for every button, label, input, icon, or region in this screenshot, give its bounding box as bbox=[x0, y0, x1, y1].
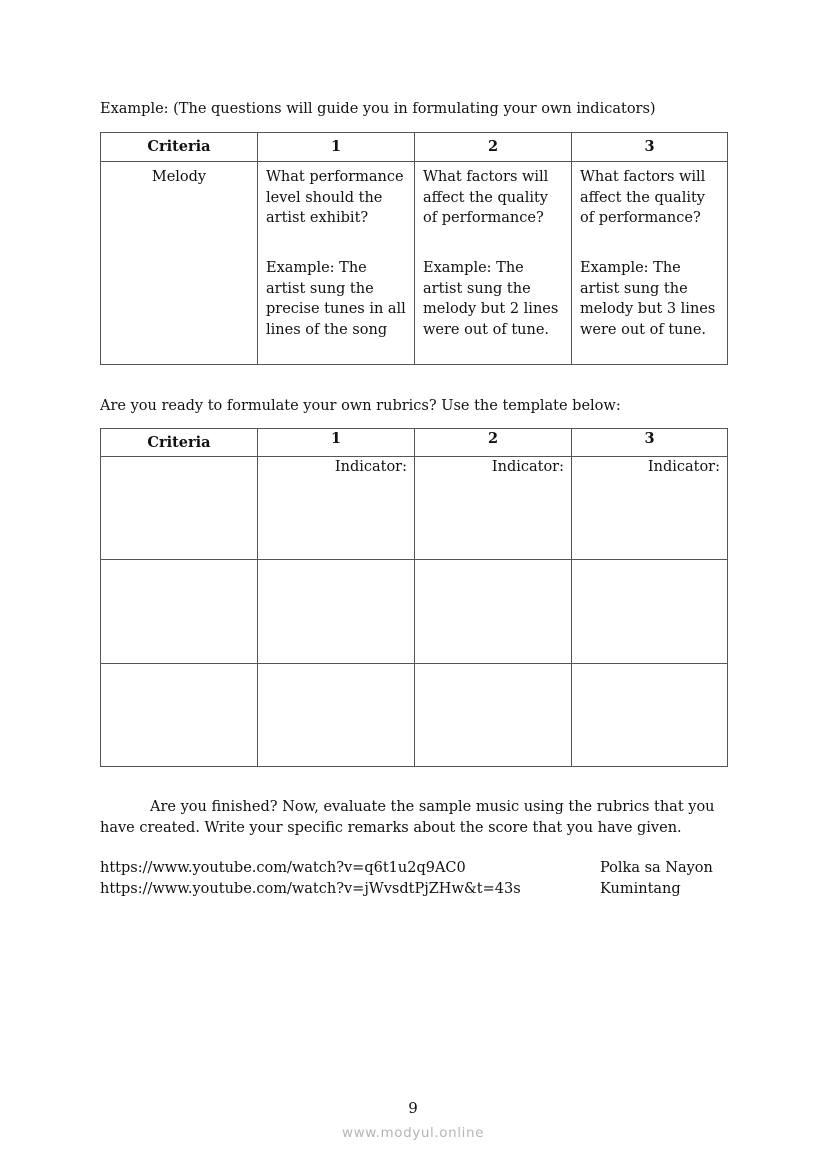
closing-paragraph: Are you finished? Now, evaluate the sample music using the rubrics that you have created. Write your specific remarks about the score that you have given. bbox=[100, 799, 715, 836]
template-empty-cell bbox=[572, 560, 728, 664]
criteria-cell bbox=[101, 162, 258, 365]
template-indicator-cell bbox=[572, 457, 728, 560]
template-empty-cell bbox=[258, 664, 415, 767]
level-2-question: What factors will affect the quality of performance? bbox=[423, 169, 549, 227]
rubric-template-table bbox=[100, 428, 728, 767]
level-1-cell bbox=[258, 162, 415, 365]
youtube-link[interactable]: https://www.youtube.com/watch?v=q6t1u2q9AC0 bbox=[100, 860, 466, 876]
level-3-cell bbox=[572, 162, 728, 365]
template-empty-cell bbox=[101, 560, 258, 664]
template-row bbox=[101, 457, 728, 560]
template-header-criteria: Criteria bbox=[101, 429, 258, 457]
template-row bbox=[101, 664, 728, 767]
level-1-example: Example: The artist sung the precise tunes in all lines of the song bbox=[266, 260, 406, 338]
level-2-cell bbox=[415, 162, 572, 365]
level-1-question: What performance level should the artist exhibit? bbox=[266, 169, 404, 227]
youtube-link[interactable]: https://www.youtube.com/watch?v=jWvsdtPjZHw&t=43s bbox=[100, 881, 521, 897]
indicator-label: Indicator: bbox=[334, 459, 407, 475]
template-empty-cell bbox=[572, 664, 728, 767]
criteria-melody: Melody bbox=[151, 169, 207, 185]
template-header-level-3: 3 bbox=[572, 429, 728, 457]
indicator-label: Indicator: bbox=[491, 459, 564, 475]
page-number: 9 bbox=[408, 1099, 418, 1117]
example-table-header-row bbox=[101, 133, 728, 162]
template-empty-cell bbox=[258, 560, 415, 664]
link-title: Polka sa Nayon bbox=[600, 860, 713, 876]
header-level-2: 2 bbox=[415, 133, 572, 162]
header-level-3: 3 bbox=[572, 133, 728, 162]
link-row bbox=[100, 858, 466, 879]
template-empty-cell bbox=[415, 664, 572, 767]
header-level-1: 1 bbox=[258, 133, 415, 162]
template-header-level-2: 2 bbox=[415, 429, 572, 457]
template-criteria-cell bbox=[101, 457, 258, 560]
template-indicator-cell bbox=[258, 457, 415, 560]
level-3-example: Example: The artist sung the melody but 3 lines were out of tune. bbox=[580, 260, 716, 338]
template-row bbox=[101, 560, 728, 664]
header-criteria: Criteria bbox=[101, 133, 258, 162]
level-3-question: What factors will affect the quality of performance? bbox=[580, 169, 706, 227]
template-header-row bbox=[101, 429, 728, 457]
level-2-example: Example: The artist sung the melody but 2 lines were out of tune. bbox=[423, 260, 559, 338]
example-table-row bbox=[101, 162, 728, 365]
example-intro: Example: (The questions will guide you in formulating your own indicators) bbox=[100, 101, 656, 117]
link-title: Kumintang bbox=[600, 881, 681, 897]
template-empty-cell bbox=[415, 560, 572, 664]
template-header-level-1: 1 bbox=[258, 429, 415, 457]
link-row bbox=[100, 879, 521, 900]
template-empty-cell bbox=[101, 664, 258, 767]
template-indicator-cell bbox=[415, 457, 572, 560]
watermark: www.modyul.online bbox=[341, 1125, 485, 1141]
template-prompt: Are you ready to formulate your own rubrics? Use the template below: bbox=[100, 398, 621, 414]
indicator-label: Indicator: bbox=[647, 459, 720, 475]
example-rubric-table bbox=[100, 132, 728, 365]
